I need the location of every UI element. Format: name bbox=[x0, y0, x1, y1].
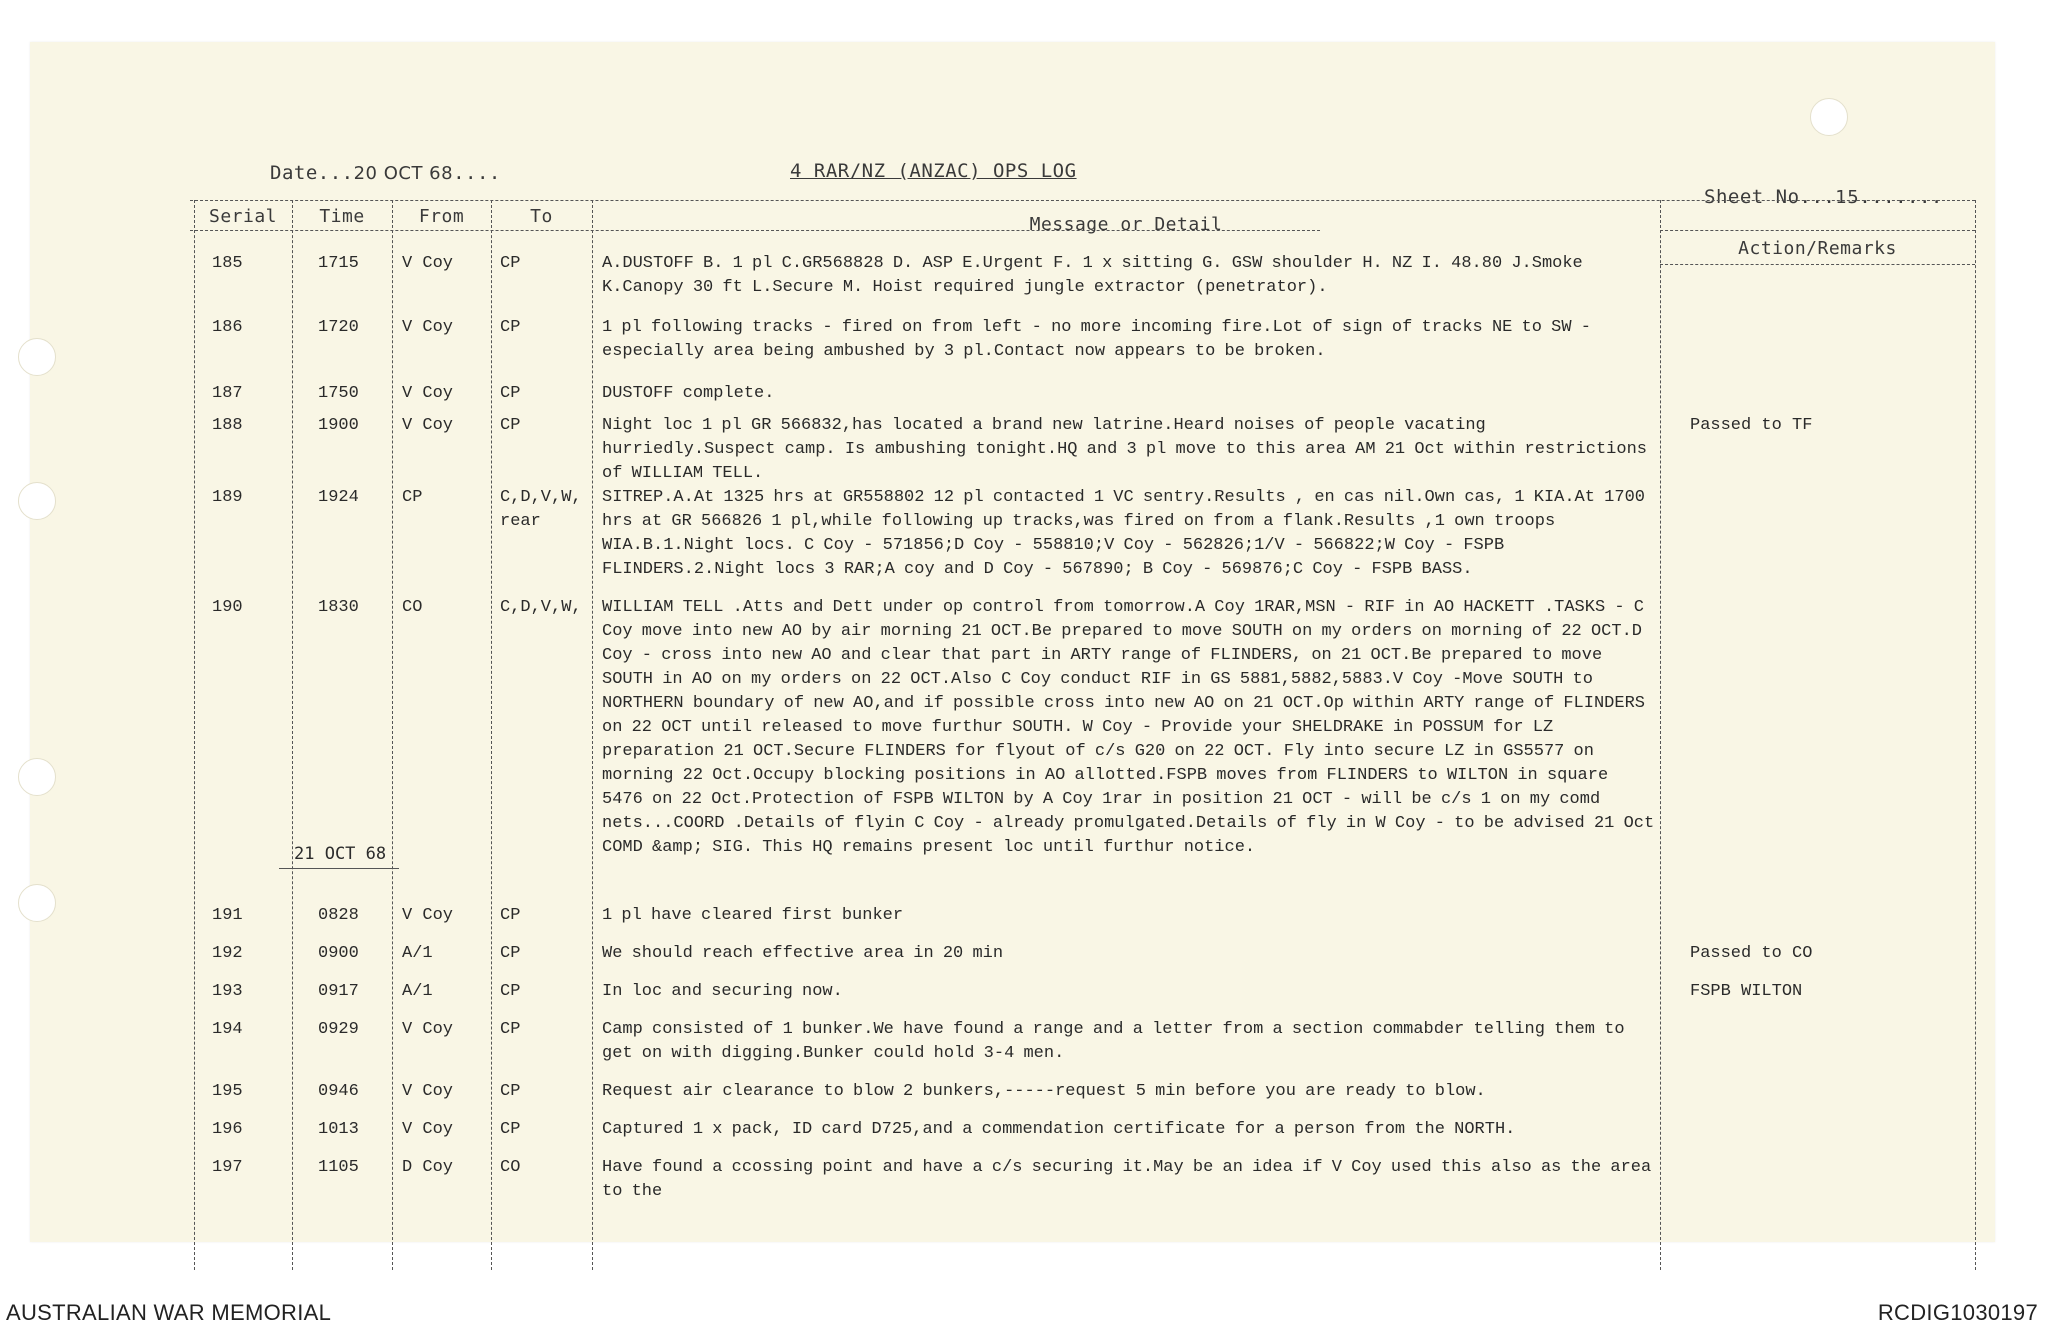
column-rule bbox=[292, 200, 293, 1270]
entry-to: CP bbox=[500, 906, 521, 925]
entry-time: 1720 bbox=[318, 318, 359, 337]
column-header-to: To bbox=[530, 206, 553, 227]
entry-serial: 192 bbox=[212, 944, 243, 963]
log-title: 4 RAR/NZ (ANZAC) OPS LOG bbox=[790, 160, 1077, 182]
entry-to: CP bbox=[500, 318, 521, 337]
column-header-time: Time bbox=[319, 206, 365, 227]
entry-message: Night loc 1 pl GR 566832,has located a brand new latrine.Heard noises of people vacating hurriedly.Suspect camp. Is ambushing tonight.HQ and 3 pl move to this area AM 21 Oct within restrictions of WILLIAM TELL. bbox=[602, 416, 1647, 483]
entry-message: SITREP.A.At 1325 hrs at GR558802 12 pl contacted 1 VC sentry.Results , en cas nil.Own cas, 1 KIA.At 1700 hrs at GR 566826 1 pl,while following up tracks,was fired on from a flank.Results ,1 own troops WIA.B.1.Night locs. C Coy - 571856;D Coy - 558810;V Coy - 562826;1/V - 566822;W Coy - FSPB FLINDERS.2.Night locs 3 RAR;A coy and D Coy - 567890; B Coy - 569876;C Coy - FSPB BASS. bbox=[602, 488, 1645, 579]
entry-to: CP bbox=[500, 384, 521, 403]
entry-to: CO bbox=[500, 1158, 521, 1177]
footer-institution: AUSTRALIAN WAR MEMORIAL bbox=[6, 1300, 332, 1325]
entry-remark: FSPB WILTON bbox=[1690, 982, 1803, 1001]
entry-time: 0946 bbox=[318, 1082, 359, 1101]
entry-from: V Coy bbox=[402, 1082, 454, 1101]
entry-message: 1 pl following tracks - fired on from left - no more incoming fire.Lot of sign of tracks NE to SW - especially area being ambushed by 3 pl.Contact now appears to be broken. bbox=[602, 318, 1591, 361]
entry-remark: Passed to CO bbox=[1690, 944, 1813, 963]
entry-to: C,D,V,W, rear bbox=[500, 488, 582, 531]
entry-time: 1715 bbox=[318, 254, 359, 273]
date-separator-rule bbox=[279, 868, 399, 869]
column-rule bbox=[392, 200, 393, 1270]
entry-time: 1924 bbox=[318, 488, 359, 507]
punch-hole bbox=[1810, 98, 1848, 136]
entry-from: CO bbox=[402, 598, 423, 617]
entry-serial: 194 bbox=[212, 1020, 243, 1039]
entry-message: 1 pl have cleared first bunker bbox=[602, 906, 904, 925]
log-date: Date...20 OCT 68.... bbox=[270, 162, 501, 184]
entry-from: D Coy bbox=[402, 1158, 454, 1177]
entry-time: 0900 bbox=[318, 944, 359, 963]
entry-from: V Coy bbox=[402, 384, 454, 403]
column-header-serial: Serial bbox=[208, 206, 278, 227]
entry-message: Request air clearance to blow 2 bunkers,-----request 5 min before you are ready to blow. bbox=[602, 1082, 1486, 1101]
entry-to: CP bbox=[500, 1120, 521, 1139]
entry-message: We should reach effective area in 20 min bbox=[602, 944, 1004, 963]
entry-serial: 186 bbox=[212, 318, 243, 337]
entry-serial: 190 bbox=[212, 598, 243, 617]
entry-from: A/1 bbox=[402, 982, 433, 1001]
entry-serial: 193 bbox=[212, 982, 243, 1001]
entry-time: 1013 bbox=[318, 1120, 359, 1139]
entry-remark: Passed to TF bbox=[1690, 416, 1813, 435]
entry-serial: 187 bbox=[212, 384, 243, 403]
entry-to: C,D,V,W, bbox=[500, 598, 582, 617]
table-top-rule bbox=[190, 200, 1975, 201]
entry-serial: 197 bbox=[212, 1158, 243, 1177]
entry-to: CP bbox=[500, 254, 521, 273]
entry-from: V Coy bbox=[402, 416, 454, 435]
entry-to: CP bbox=[500, 1020, 521, 1039]
date-separator: 21 OCT 68 bbox=[294, 844, 387, 864]
entry-from: V Coy bbox=[402, 254, 454, 273]
column-rule bbox=[1975, 200, 1976, 1270]
entry-message: DUSTOFF complete. bbox=[602, 384, 775, 403]
entry-time: 1900 bbox=[318, 416, 359, 435]
entry-from: V Coy bbox=[402, 906, 454, 925]
entry-time: 1750 bbox=[318, 384, 359, 403]
punch-hole bbox=[18, 884, 56, 922]
header-underline bbox=[1660, 264, 1975, 265]
entry-to: CP bbox=[500, 982, 521, 1001]
entry-time: 1830 bbox=[318, 598, 359, 617]
entry-from: A/1 bbox=[402, 944, 433, 963]
entry-time: 0828 bbox=[318, 906, 359, 925]
entry-to: CP bbox=[500, 1082, 521, 1101]
entry-from: V Coy bbox=[402, 318, 454, 337]
entry-serial: 195 bbox=[212, 1082, 243, 1101]
entry-serial: 196 bbox=[212, 1120, 243, 1139]
entry-message: Captured 1 x pack, ID card D725,and a commendation certificate for a person from the NORTH. bbox=[602, 1120, 1516, 1139]
entry-message: Camp consisted of 1 bunker.We have found a range and a letter from a section commabder telling them to get on with digging.Bunker could hold 3-4 men. bbox=[602, 1020, 1625, 1063]
sheet-number: Sheet No...15....... bbox=[1704, 186, 1943, 208]
entry-message: WILLIAM TELL .Atts and Dett under op control from tomorrow.A Coy 1RAR,MSN - RIF in AO HACKETT .TASKS - C Coy move into new AO by air morning 21 OCT.Be prepared to move SOUTH on my orders on morning of 22 OCT.D Coy - cross into new AO and clear that part in ARTY range of FLINDERS, on 21 OCT.Be prepared to move SOUTH in AO on my orders on 22 OCT.Also C Coy conduct RIF in GS 5881,5882,5883.V Coy -Move SOUTH to NORTHERN boundary of new AO,and if possible cross into new AO on 21 OCT.Op within ARTY range of FLINDERS on 22 OCT until released to move furthur SOUTH. W Coy - Provide your SHELDRAKE in POSSUM for LZ preparation 21 OCT.Secure FLINDERS for flyout of c/s G20 on 22 OCT. Fly into secure LZ in GS5577 on morning 22 Oct.Occupy blocking positions in AO allotted.FSPB moves from FLINDERS to WILTON in square 5476 on 22 Oct.Protection of FSPB WILTON by A Coy 1rar in position 21 OCT - will be c/s 1 on my comd nets...COORD .Details of flyin C Coy - already promulgated.Details of fly in W Coy - to be advised 21 Oct COMD &amp; SIG. This HQ remains present loc until furthur notice. bbox=[602, 598, 1655, 857]
entry-from: V Coy bbox=[402, 1020, 454, 1039]
entry-serial: 185 bbox=[212, 254, 243, 273]
entry-message: In loc and securing now. bbox=[602, 982, 843, 1001]
entry-time: 0929 bbox=[318, 1020, 359, 1039]
column-header-action: Action/Remarks bbox=[1738, 238, 1897, 259]
punch-hole bbox=[18, 338, 56, 376]
entry-serial: 189 bbox=[212, 488, 243, 507]
column-header-from: From bbox=[418, 206, 465, 227]
entry-time: 0917 bbox=[318, 982, 359, 1001]
column-header-message: Message or Detail bbox=[1029, 214, 1223, 235]
entry-to: CP bbox=[500, 944, 521, 963]
punch-hole bbox=[18, 758, 56, 796]
log-sheet bbox=[30, 42, 1995, 1242]
column-rule bbox=[1660, 200, 1661, 1270]
entry-serial: 191 bbox=[212, 906, 243, 925]
entry-from: CP bbox=[402, 488, 423, 507]
entry-from: V Coy bbox=[402, 1120, 454, 1139]
column-rule bbox=[491, 200, 492, 1270]
entry-time: 1105 bbox=[318, 1158, 359, 1177]
column-rule bbox=[194, 200, 195, 1270]
column-rule bbox=[592, 200, 593, 1270]
entry-serial: 188 bbox=[212, 416, 243, 435]
punch-hole bbox=[18, 482, 56, 520]
header-underline bbox=[1660, 230, 1975, 231]
entry-to: CP bbox=[500, 416, 521, 435]
entry-message: A.DUSTOFF B. 1 pl C.GR568828 D. ASP E.Urgent F. 1 x sitting G. GSW shoulder H. NZ I. 48.80 J.Smoke K.Canopy 30 ft L.Secure M. Hoist required jungle extractor (penetrator). bbox=[602, 254, 1583, 297]
footer-record-id: RCDIG1030197 bbox=[1877, 1300, 2038, 1325]
entry-message: Have found a ccossing point and have a c/s securing it.May be an idea if V Coy used this also as the area to the bbox=[602, 1158, 1652, 1201]
